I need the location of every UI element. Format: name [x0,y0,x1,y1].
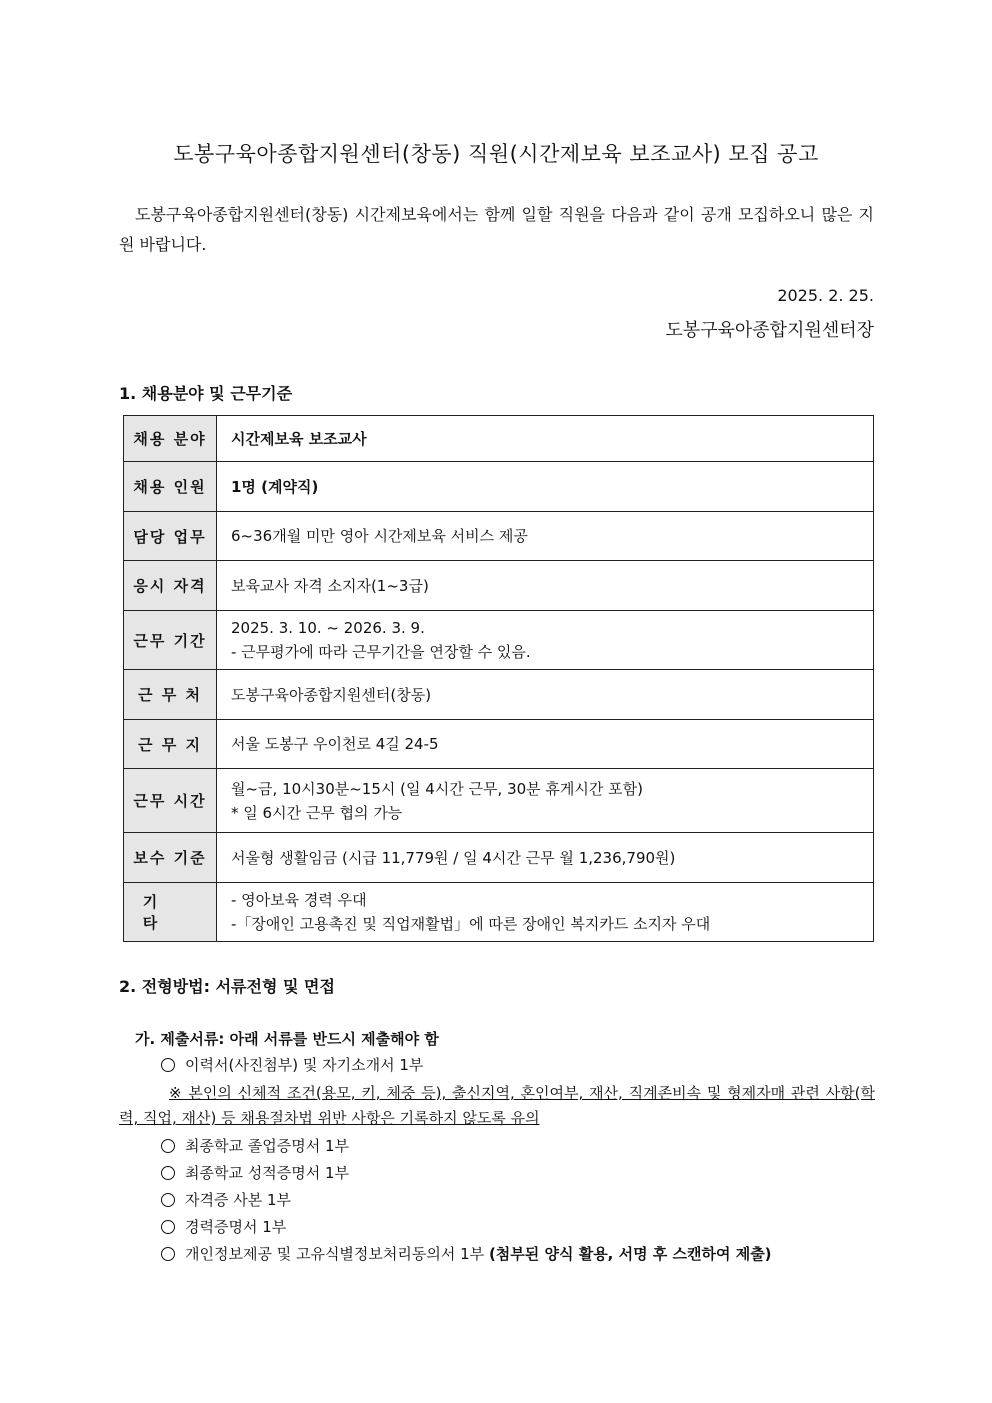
circle-bullet-icon [161,1220,175,1234]
table-row [124,670,874,720]
table-row [124,416,874,462]
table-row [124,611,874,670]
list-item-text: 최종학교 성적증명서 1부 [185,1164,349,1182]
row-header: 보수 기준 [124,833,217,883]
circle-bullet-icon [161,1193,175,1207]
caution-note: ※ 본인의 신체적 조건(용모, 키, 체중 등), 출신지역, 혼인여부, 재산, 직계존비속 및 형제자매 관련 사항(학력, 직업, 재산) 등 채용절차법 위반 사항은 기록하지 않도록 유의 [119,1084,875,1127]
hours-note: * 일 6시간 근무 협의 가능 [231,803,403,822]
list-item-emphasis: (첨부된 양식 활용, 서명 후 스캔하여 제출) [488,1245,772,1263]
notice-date: 2025. 2. 25. [777,286,874,305]
table-row [124,462,874,512]
row-value: 서울형 생활임금 (시급 11,779원 / 일 4시간 근무 월 1,236,790원) [217,833,874,883]
row-header: 근 무 처 [124,670,217,720]
period-note: - 근무평가에 따라 근무기간을 연장할 수 있음. [231,643,531,661]
list-item [119,1133,875,1160]
row-header: 근무 기간 [124,611,217,670]
list-item-text: 자격증 사본 1부 [185,1191,292,1209]
list-item [119,1214,875,1241]
table-row [124,883,874,942]
section-2-heading: 2. 전형방법: 서류전형 및 면접 [119,977,335,996]
recruitment-table [123,415,874,942]
table-row [124,512,874,561]
row-header: 응시 자격 [124,561,217,611]
table-row [124,769,874,833]
period-text: 2025. 3. 10. ~ 2026. 3. 9. [231,619,425,637]
table-row [124,561,874,611]
row-header: 근무 시간 [124,769,217,833]
list-item-text: 개인정보제공 및 고유식별정보처리동의서 1부 [185,1245,485,1263]
table-row [124,720,874,769]
row-header: 담당 업무 [124,512,217,561]
section-1-heading: 1. 채용분야 및 근무기준 [119,384,293,403]
row-value: 6~36개월 미만 영아 시간제보육 서비스 제공 [217,512,874,561]
row-value: 시간제보육 보조교사 [217,416,874,462]
row-value: 서울 도봉구 우이천로 4길 24-5 [217,720,874,769]
table-row [124,833,874,883]
list-item-text: 최종학교 졸업증명서 1부 [185,1137,349,1155]
list-item-text: 이력서(사진첨부) 및 자기소개서 1부 [185,1056,424,1074]
circle-bullet-icon [161,1139,175,1153]
list-item [119,1241,875,1268]
circle-bullet-icon [161,1166,175,1180]
list-item [119,1187,875,1214]
hours-text: 월~금, 10시30분~15시 (일 4시간 근무, 30분 휴게시간 포함) [231,779,643,798]
row-header: 채용 분야 [124,416,217,462]
subsection-a-heading: 가. 제출서류: 아래 서류를 반드시 제출해야 함 [135,1030,439,1048]
list-item-text: 경력증명서 1부 [185,1218,287,1236]
other-item: - 영아보육 경력 우대 [231,891,367,909]
issuer-name: 도봉구육아종합지원센터장 [665,320,874,341]
row-value: 도봉구육아종합지원센터(창동) [217,670,874,720]
row-value: 1명 (계약직) [217,462,874,512]
row-value [217,611,874,670]
list-item [119,1052,875,1079]
row-value: 보육교사 자격 소지자(1~3급) [217,561,874,611]
row-header: 채용 인원 [124,462,217,512]
intro-paragraph: 도봉구육아종합지원센터(창동) 시간제보육에서는 함께 일할 직원을 다음과 같이 공개 모집하오니 많은 지원 바랍니다. [119,205,874,254]
required-documents [119,1052,875,1268]
row-header: 근 무 지 [124,720,217,769]
circle-bullet-icon [161,1247,175,1261]
other-item: -「장애인 고용촉진 및 직업재활법」에 따른 장애인 복지카드 소지자 우대 [231,915,711,933]
row-header: 기 타 [124,883,217,942]
list-item [119,1160,875,1187]
circle-bullet-icon [161,1058,175,1072]
row-value [217,769,874,833]
page-title: 도봉구육아종합지원센터(창동) 직원(시간제보육 보조교사) 모집 공고 [173,142,819,166]
row-value [217,883,874,942]
